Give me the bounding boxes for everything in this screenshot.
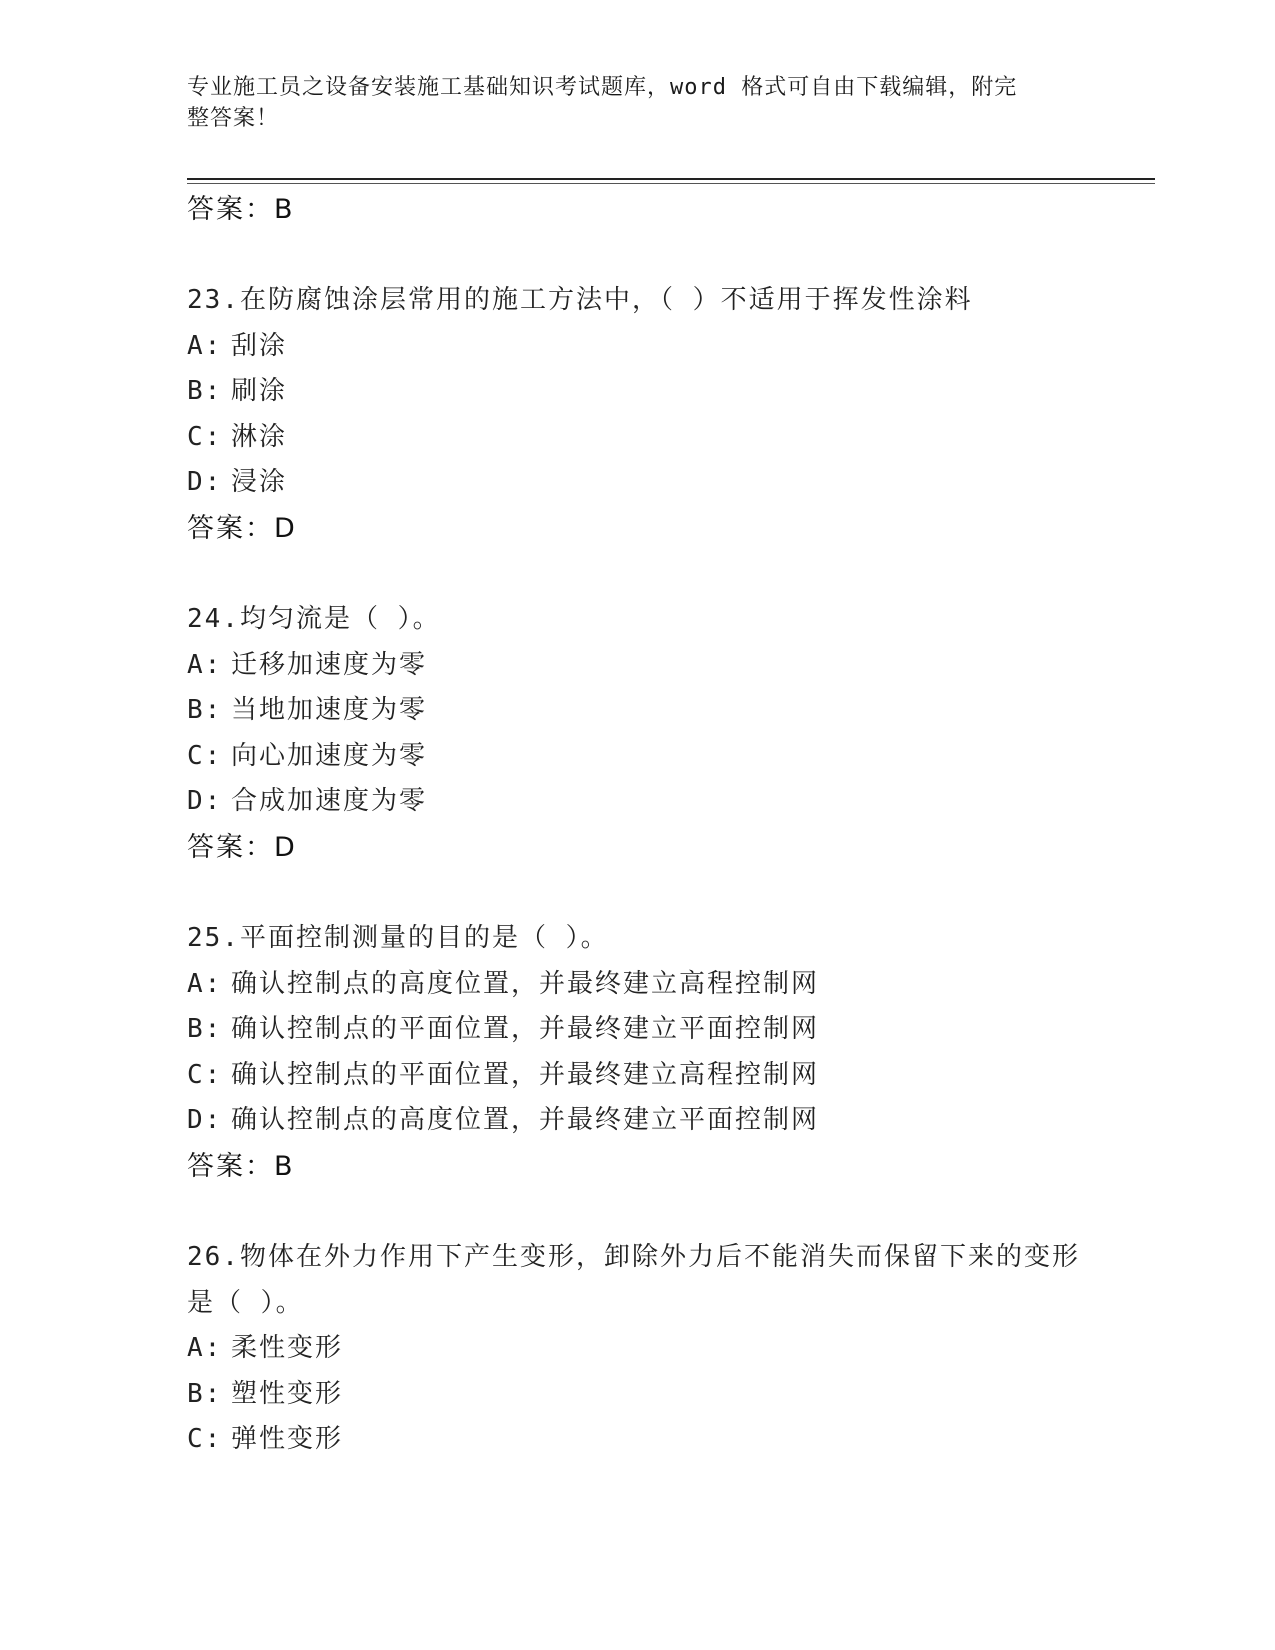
option-text: 迁移加速度为零 bbox=[231, 649, 428, 680]
question-stem bbox=[187, 916, 1087, 962]
header-divider-thin bbox=[187, 183, 1155, 184]
header-line-1: 专业施工员之设备安装施工基础知识考试题库，word 格式可自由下载编辑，附完 bbox=[187, 75, 1018, 100]
option-text: 弹性变形 bbox=[231, 1424, 344, 1455]
question-number: 24. bbox=[187, 603, 240, 634]
header-line-2: 整答案！ bbox=[187, 106, 280, 131]
option-letter: C: bbox=[187, 421, 223, 452]
option-text: 当地加速度为零 bbox=[231, 695, 428, 726]
option-c bbox=[187, 1053, 1127, 1099]
answer-line: 答案：B bbox=[187, 194, 295, 225]
option-text: 塑性变形 bbox=[231, 1378, 344, 1409]
option-text: 确认控制点的平面位置，并最终建立平面控制网 bbox=[231, 1014, 820, 1045]
option-c bbox=[187, 1417, 1127, 1463]
question-number: 23. bbox=[187, 285, 240, 315]
option-text: 浸涂 bbox=[231, 467, 288, 498]
question-25 bbox=[187, 916, 1127, 1190]
option-letter: A: bbox=[187, 649, 223, 680]
option-a bbox=[187, 324, 1127, 370]
option-text: 确认控制点的平面位置，并最终建立高程控制网 bbox=[231, 1059, 820, 1090]
option-letter: B: bbox=[187, 695, 223, 726]
question-23 bbox=[187, 278, 1127, 552]
option-c bbox=[187, 415, 1127, 461]
question-text: 在防腐蚀涂层常用的施工方法中，（ ）不适用于挥发性涂料 bbox=[239, 285, 973, 315]
option-b bbox=[187, 688, 1127, 734]
question-26 bbox=[187, 1235, 1127, 1463]
option-b bbox=[187, 1372, 1127, 1418]
option-letter: A: bbox=[187, 1333, 223, 1364]
option-letter: D: bbox=[187, 1105, 223, 1136]
option-letter: B: bbox=[187, 1378, 223, 1409]
option-d bbox=[187, 1098, 1127, 1144]
option-text: 刷涂 bbox=[231, 376, 288, 407]
answer-line: 答案：B bbox=[187, 1150, 295, 1182]
header-divider-thick bbox=[187, 178, 1155, 180]
question-24 bbox=[187, 597, 1127, 871]
option-d bbox=[187, 779, 1127, 825]
answer-line: 答案：D bbox=[187, 512, 297, 544]
option-letter: A: bbox=[187, 968, 223, 999]
option-text: 向心加速度为零 bbox=[231, 740, 428, 771]
question-stem bbox=[187, 1235, 1087, 1326]
document-header bbox=[187, 72, 1067, 134]
question-number: 25. bbox=[187, 922, 240, 953]
answer-line: 答案：D bbox=[187, 831, 297, 863]
option-letter: A: bbox=[187, 330, 223, 361]
option-a bbox=[187, 643, 1127, 689]
question-list bbox=[187, 187, 1127, 1463]
option-text: 淋涂 bbox=[231, 421, 288, 452]
question-stem bbox=[187, 278, 1087, 324]
question-stem bbox=[187, 597, 1087, 643]
option-text: 合成加速度为零 bbox=[231, 786, 428, 817]
option-letter: C: bbox=[187, 1059, 223, 1090]
option-letter: B: bbox=[187, 1014, 223, 1045]
question-text: 物体在外力作用下产生变形，卸除外力后不能消失而保留下来的变形是（ ）。 bbox=[187, 1241, 1080, 1318]
question-number: 26. bbox=[187, 1241, 240, 1272]
option-b bbox=[187, 369, 1127, 415]
option-c bbox=[187, 734, 1127, 780]
option-b bbox=[187, 1007, 1127, 1053]
option-text: 刮涂 bbox=[231, 330, 288, 361]
option-letter: D: bbox=[187, 467, 223, 498]
option-letter: D: bbox=[187, 786, 223, 817]
option-text: 确认控制点的高度位置，并最终建立平面控制网 bbox=[231, 1105, 820, 1136]
option-a bbox=[187, 962, 1127, 1008]
option-d bbox=[187, 460, 1127, 506]
option-letter: C: bbox=[187, 740, 223, 771]
option-text: 柔性变形 bbox=[231, 1333, 344, 1364]
option-a bbox=[187, 1326, 1127, 1372]
option-text: 确认控制点的高度位置，并最终建立高程控制网 bbox=[231, 968, 820, 999]
option-letter: C: bbox=[187, 1424, 223, 1455]
question-text: 平面控制测量的目的是（ ）。 bbox=[239, 922, 609, 953]
option-letter: B: bbox=[187, 376, 223, 407]
question-text: 均匀流是（ ）。 bbox=[239, 603, 441, 634]
